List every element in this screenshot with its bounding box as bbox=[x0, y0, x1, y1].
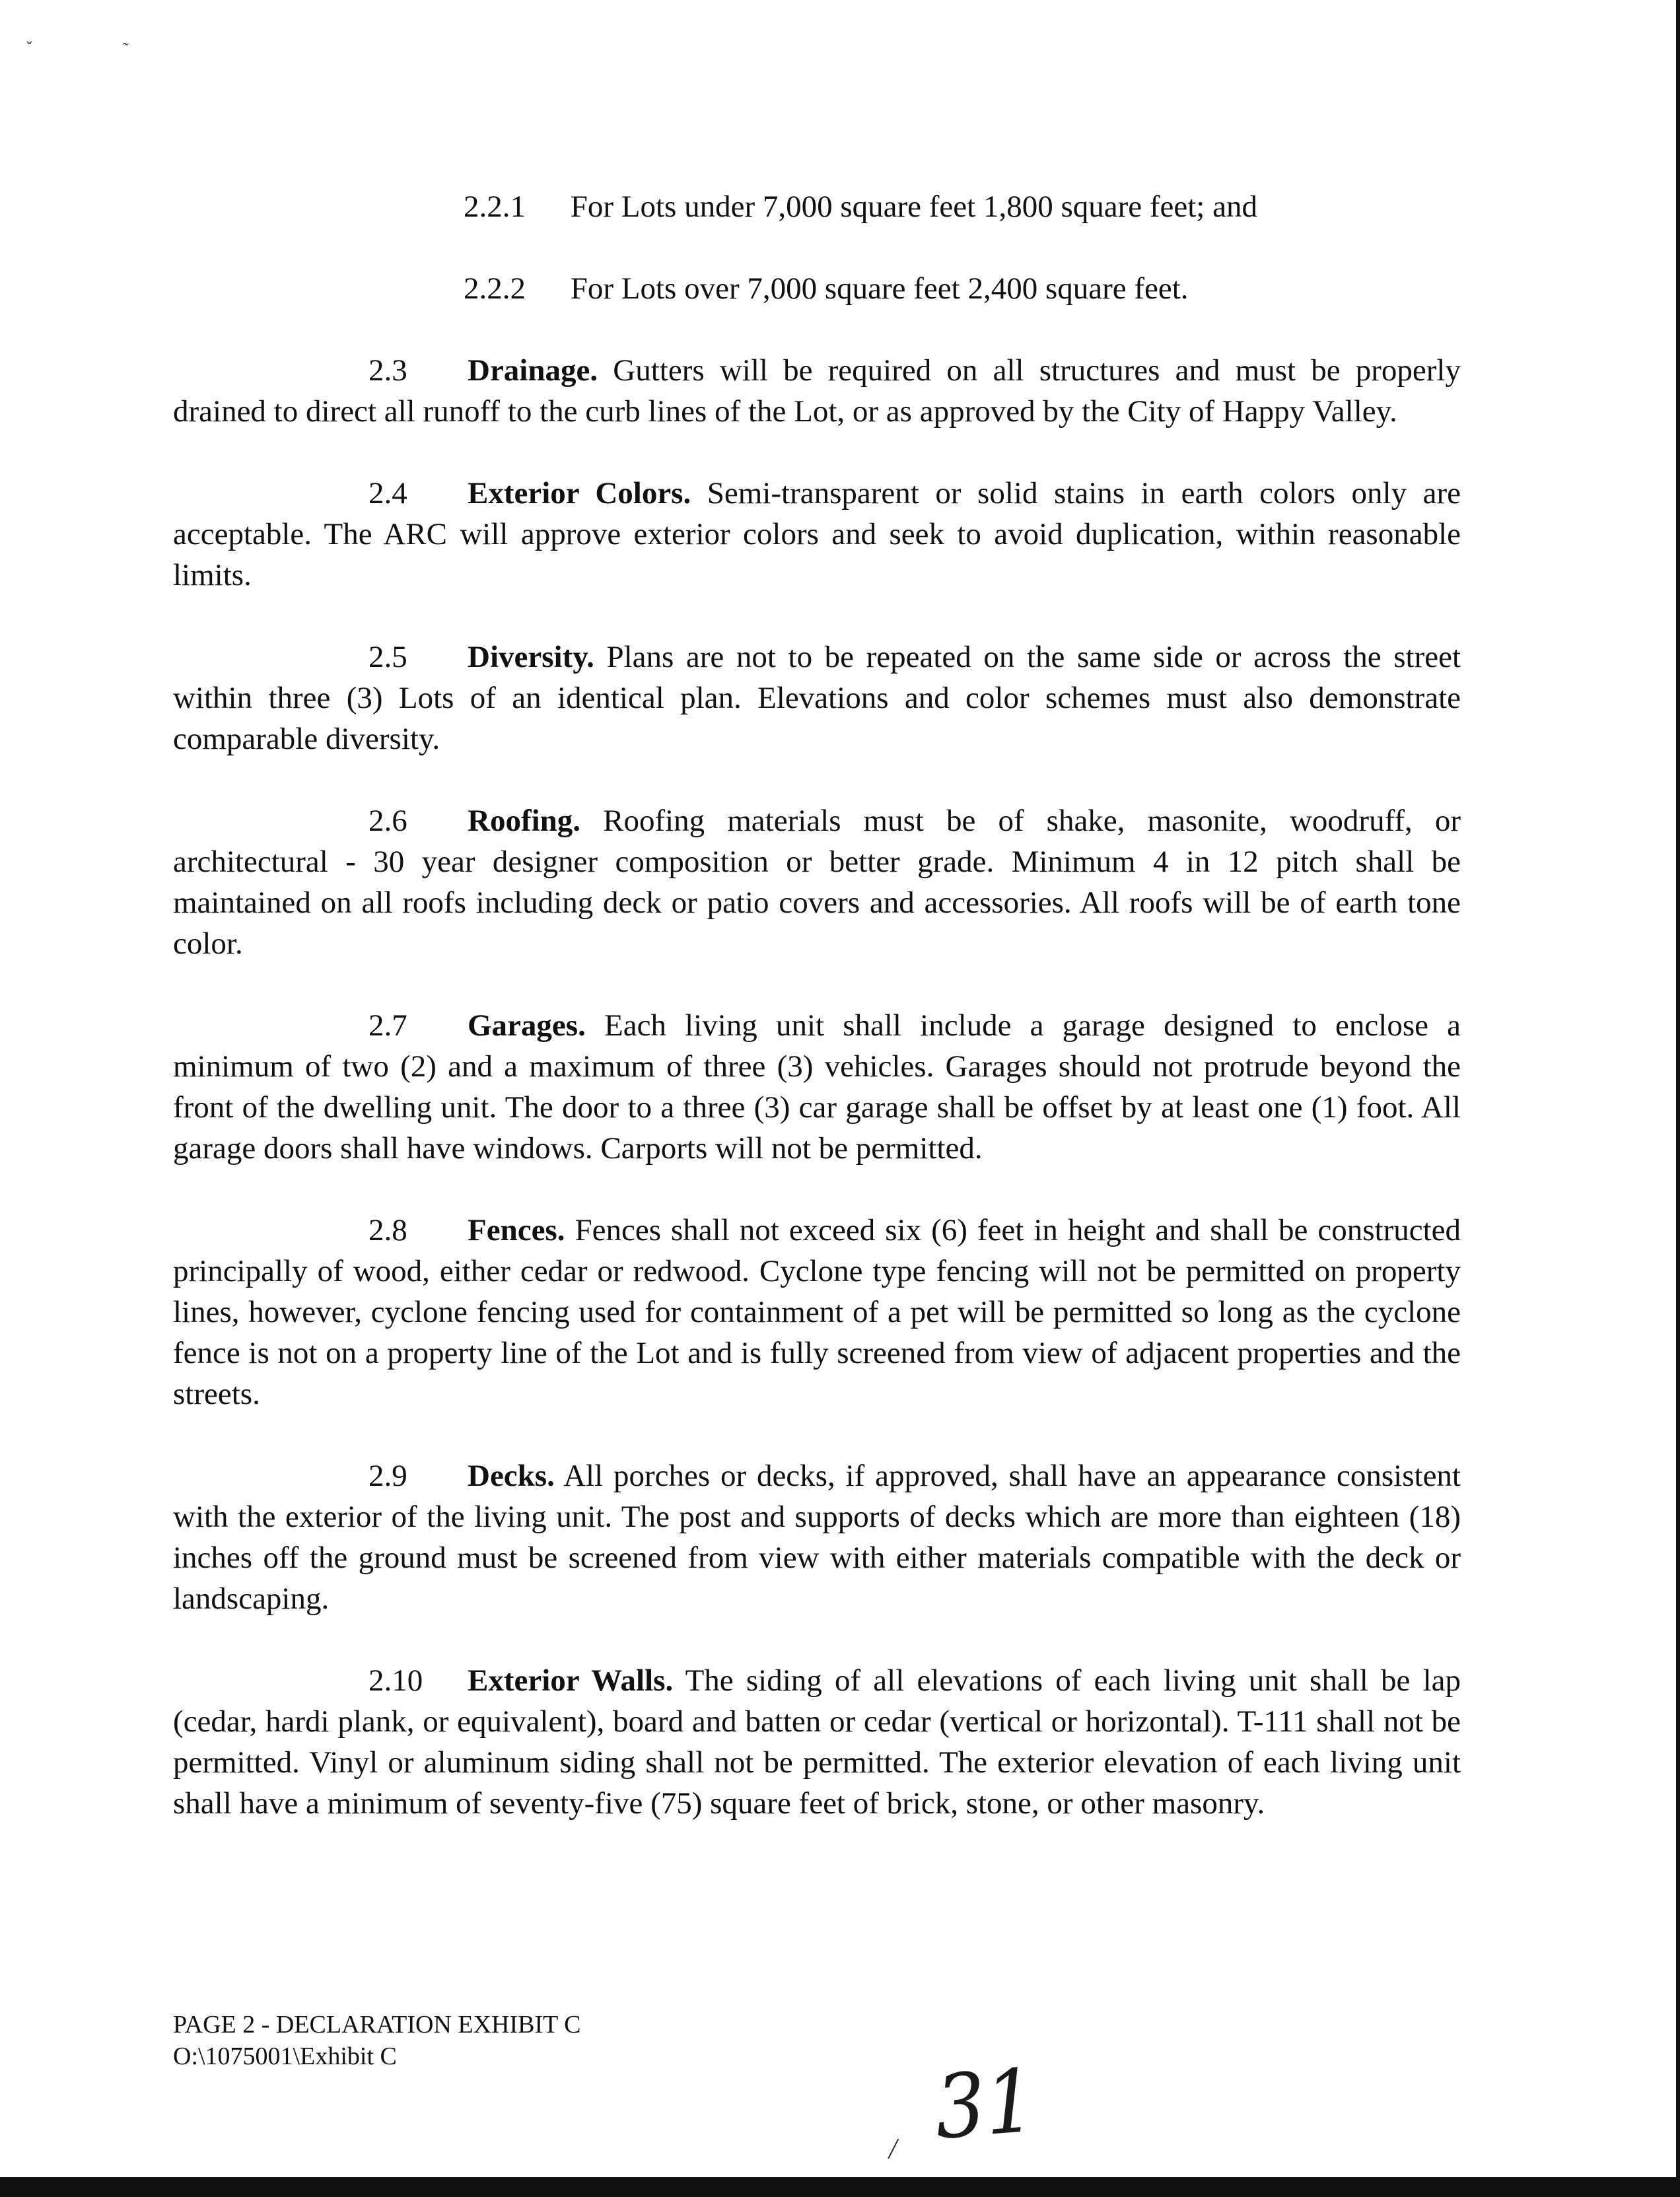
section-number: 2.3 bbox=[368, 353, 407, 388]
section-2-6-roofing bbox=[173, 800, 1461, 964]
scan-speck: ˜ bbox=[123, 40, 129, 59]
subsection-2-2-1 bbox=[464, 186, 1461, 227]
section-text: For Lots under 7,000 square feet 1,800 square feet; and bbox=[570, 190, 1257, 224]
section-number: 2.5 bbox=[368, 640, 407, 674]
scan-border-bottom bbox=[0, 2177, 1680, 2197]
section-number: 2.2.2 bbox=[464, 271, 526, 306]
section-2-5-diversity bbox=[173, 637, 1461, 759]
scan-border-right bbox=[1676, 0, 1680, 2197]
section-number: 2.10 bbox=[368, 1663, 423, 1698]
section-number: 2.2.1 bbox=[464, 190, 526, 224]
section-heading: Exterior Walls. bbox=[468, 1663, 674, 1698]
section-2-3-drainage bbox=[173, 350, 1461, 432]
section-text: Roofing materials must be of shake, masonite, woodruff, or architectural - 30 year designer composition or better grade. Minimum 4 in 12 pitch shall be maintained on all roofs including deck or patio covers and accessories. All roofs will be of earth tone color. bbox=[173, 804, 1461, 961]
section-text: Each living unit shall include a garage designed to enclose a minimum of two (2) and a maximum of three (3) vehicles. Garages should not protrude beyond the front of the dwelling unit. The door to a three (3) car garage shall be offset by at least one (1) foot. All garage doors shall have windows. Carports will not be permitted. bbox=[173, 1008, 1461, 1166]
footer-page-label: PAGE 2 - DECLARATION EXHIBIT C bbox=[173, 2011, 581, 2039]
subsection-2-2-2 bbox=[464, 268, 1461, 309]
section-2-9-decks bbox=[173, 1455, 1461, 1619]
handwritten-page-number: 31 bbox=[932, 2050, 1039, 2159]
section-2-10-exterior-walls bbox=[173, 1660, 1461, 1824]
section-heading: Exterior Colors. bbox=[468, 476, 691, 510]
page-footer bbox=[173, 2009, 581, 2072]
section-2-8-fences bbox=[173, 1210, 1461, 1414]
section-text: Semi-transparent or solid stains in earth colors only are acceptable. The ARC will approve exterior colors and seek to avoid duplication, within reasonable limits. bbox=[173, 476, 1461, 592]
section-heading: Decks. bbox=[468, 1459, 555, 1493]
section-heading: Roofing. bbox=[468, 804, 581, 838]
section-number: 2.6 bbox=[368, 804, 407, 838]
section-text: For Lots over 7,000 square feet 2,400 square feet. bbox=[570, 271, 1189, 306]
section-number: 2.8 bbox=[368, 1213, 407, 1247]
section-number: 2.9 bbox=[368, 1459, 407, 1493]
section-text: Plans are not to be repeated on the same side or across the street within three (3) Lots of an identical plan. Elevations and color schemes must also demonstrate comparable diversity. bbox=[173, 640, 1461, 756]
section-heading: Drainage. bbox=[468, 353, 598, 388]
section-number: 2.7 bbox=[368, 1008, 407, 1043]
section-heading: Garages. bbox=[468, 1008, 586, 1043]
section-heading: Diversity. bbox=[468, 640, 594, 674]
section-number: 2.4 bbox=[368, 476, 407, 510]
section-2-4-exterior-colors bbox=[173, 473, 1461, 596]
section-text: The siding of all elevations of each living unit shall be lap (cedar, hardi plank, or equivalent), board and batten or cedar (vertical or horizontal). T-111 shall not be permitted. Vinyl or aluminum siding shall not be permitted. The exterior elevation of each living unit shall have a minimum of seventy-five (75) square feet of brick, stone, or other masonry. bbox=[173, 1663, 1461, 1821]
section-text: All porches or decks, if approved, shall have an appearance consistent with the exterior of the living unit. The post and supports of decks which are more than eighteen (18) inches off the ground must be screened from view with either materials compatible with the deck or landscaping. bbox=[173, 1459, 1461, 1616]
section-text: Gutters will be required on all structures and must be properly drained to direct all runoff to the curb lines of the Lot, or as approved by the City of Happy Valley. bbox=[173, 353, 1461, 429]
footer-file-path: O:\1075001\Exhibit C bbox=[173, 2042, 397, 2070]
section-2-7-garages bbox=[173, 1005, 1461, 1169]
document-body bbox=[173, 186, 1461, 1865]
section-heading: Fences. bbox=[468, 1213, 565, 1247]
scan-speck: ˇ bbox=[26, 38, 32, 57]
handwritten-tick-mark: / bbox=[889, 2132, 897, 2165]
section-text: Fences shall not exceed six (6) feet in height and shall be constructed principally of wood, either cedar or redwood. Cyclone type fencing will not be permitted on property lines, however, cyclone fencing used for containment of a pet will be permitted so long as the cyclone fence is not on a property line of the Lot and is fully screened from view of adjacent properties and the streets. bbox=[173, 1213, 1461, 1411]
